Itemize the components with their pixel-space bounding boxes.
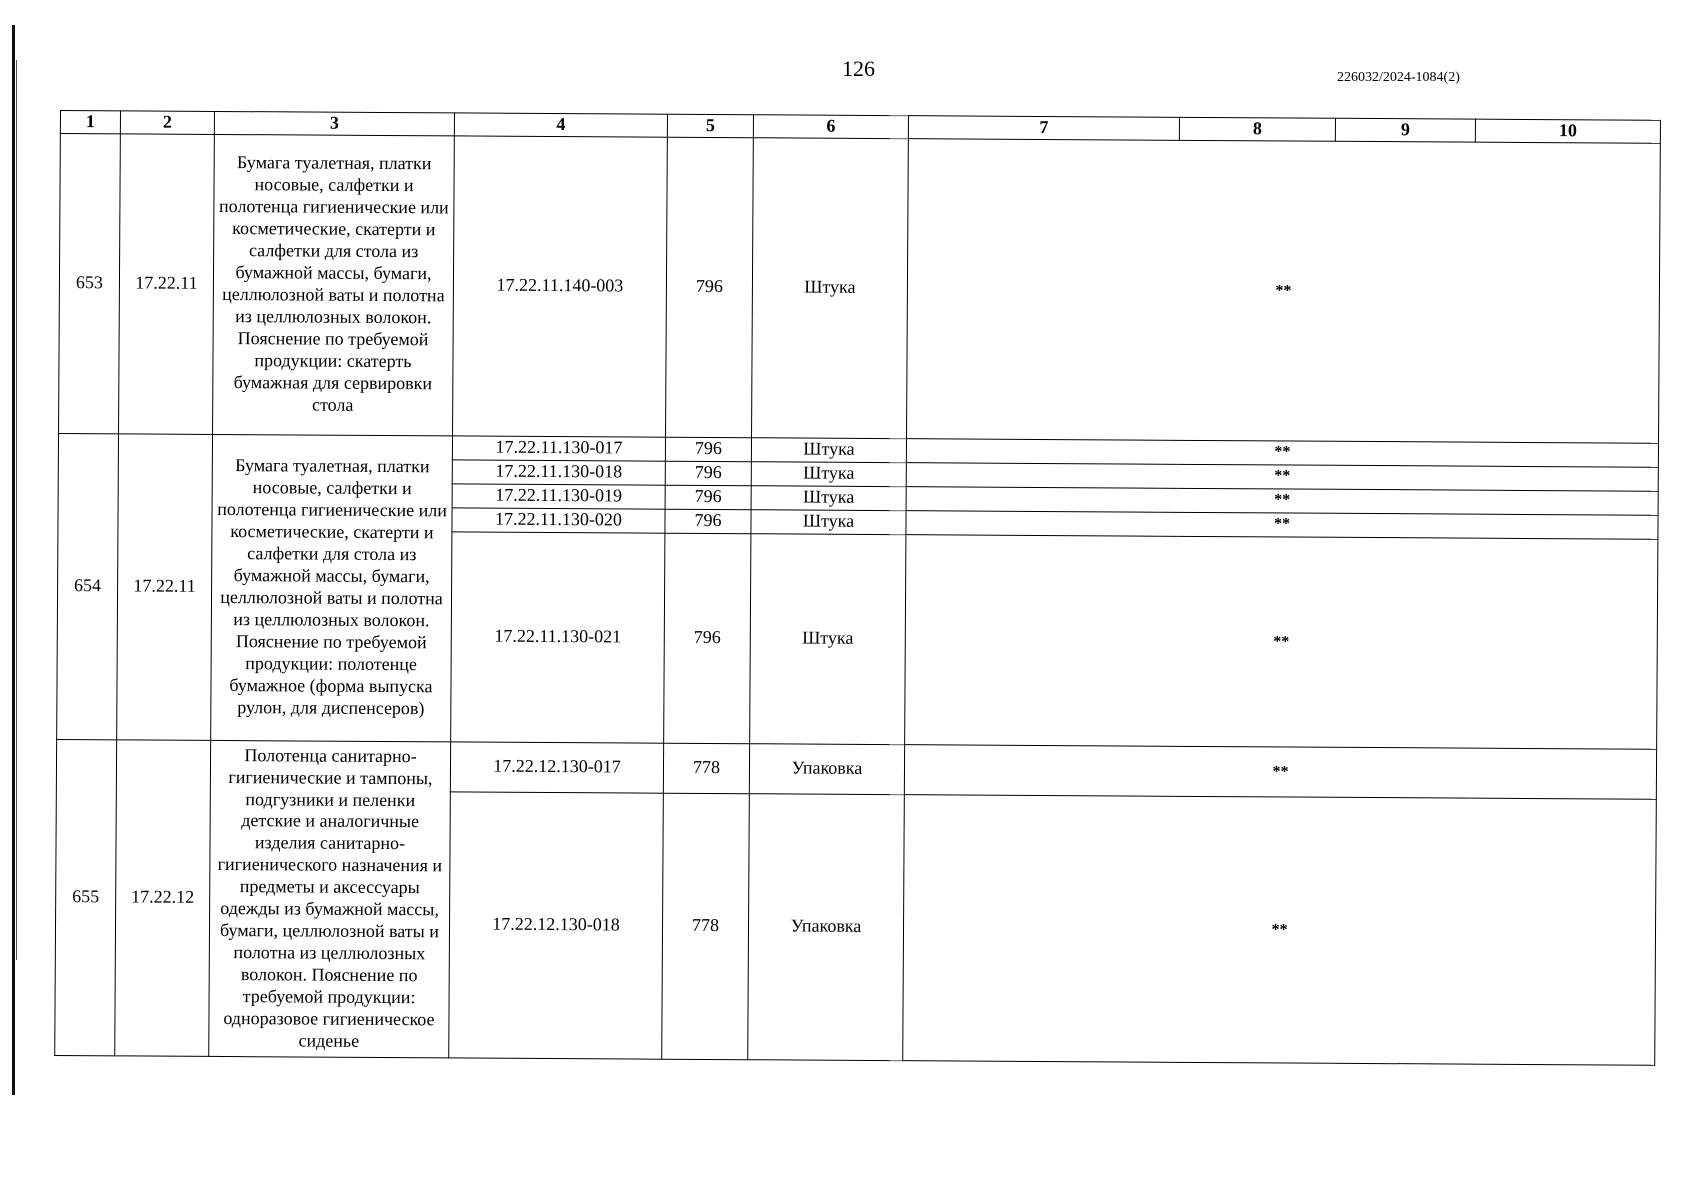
document-id: 226032/2024-1084(2)	[1337, 70, 1460, 85]
procurement-table-wrapper	[54, 110, 1660, 1066]
ktru-code: 17.22.12.130-018	[449, 791, 664, 1059]
item-description: Полотенца санитарно-гигиенические и тампоны, подгузники и пеленки детские и аналогичные изделия санитарно-гигиенического назначения и предметы и аксессуары одежды из бумажной массы, бумаги, целлюлозной ваты и полотна из целлюлозных волокон. Пояснение по требуемой продукции: одноразовое гигиеническое сиденье	[209, 740, 451, 1058]
unit-name: Штука	[750, 533, 906, 744]
merged-note-cell: **	[905, 534, 1658, 749]
unit-name: Штука	[751, 437, 906, 462]
okei-code: 778	[663, 743, 749, 794]
okei-code: 796	[665, 485, 751, 510]
header-col-3: 3	[214, 111, 454, 135]
ktru-code: 17.22.11.140-003	[453, 136, 668, 437]
header-col-6: 6	[753, 115, 908, 139]
unit-name: Штука	[752, 137, 909, 438]
unit-name: Штука	[751, 509, 906, 534]
okei-code: 796	[665, 437, 751, 462]
header-col-7: 7	[908, 116, 1179, 140]
ktru-code: 17.22.11.130-020	[452, 507, 665, 532]
okei-code: 796	[665, 509, 751, 534]
merged-note-cell: **	[903, 794, 1657, 1065]
ktru-code: 17.22.11.130-021	[451, 531, 665, 742]
table-row-653	[59, 133, 1661, 443]
ktru-code: 17.22.12.130-017	[450, 741, 663, 792]
header-col-10: 10	[1475, 119, 1660, 143]
header-col-8: 8	[1179, 117, 1335, 141]
merged-note-cell: **	[904, 744, 1656, 799]
ktru-code: 17.22.11.130-018	[452, 459, 665, 484]
row-number: 653	[59, 133, 121, 433]
merged-note-cell: **	[906, 438, 1658, 467]
header-col-2: 2	[120, 111, 214, 134]
header-col-4: 4	[454, 113, 667, 137]
okei-code: 796	[665, 461, 751, 486]
scan-edge-mark-secondary	[16, 60, 17, 960]
header-col-1: 1	[60, 111, 120, 134]
unit-name: Упаковка	[748, 793, 905, 1060]
procurement-table	[54, 110, 1661, 1066]
merged-note-cell: **	[906, 510, 1658, 539]
header-col-9: 9	[1335, 118, 1475, 141]
page-number: 126	[842, 56, 875, 81]
okei-code: 796	[666, 137, 754, 438]
unit-name: Штука	[751, 461, 906, 486]
ktru-code: 17.22.11.130-017	[452, 435, 665, 460]
ktru-code: 17.22.11.130-019	[452, 483, 665, 508]
item-description: Бумага туалетная, платки носовые, салфетки и полотенца гигиенические или косметические, скатерти и салфетки для стола из бумажной массы, бумаги, целлюлозной ваты и полотна из целлюлозных волокон. Пояснение по требуемой продукции: скатерть бумажная для сервировки стола	[213, 134, 455, 435]
row-number: 655	[55, 739, 117, 1056]
okei-code: 778	[662, 793, 750, 1060]
merged-note-cell: **	[906, 462, 1658, 491]
scan-edge-mark	[12, 25, 15, 1095]
row-number: 654	[57, 433, 119, 739]
merged-note-cell: **	[907, 138, 1661, 443]
merged-note-cell: **	[906, 486, 1658, 515]
okpd-code: 17.22.12	[115, 739, 211, 1056]
unit-name: Штука	[751, 485, 906, 510]
unit-name: Упаковка	[749, 743, 904, 794]
item-description: Бумага туалетная, платки носовые, салфетки и полотенца гигиенические или косметические, скатерти и салфетки для стола из бумажной массы, бумаги, целлюлозной ваты и полотна из целлюлозных волокон. Пояснение по требуемой продукции: полотенце бумажное (форма выпуска рулон, для диспенсеров)	[211, 434, 453, 741]
okpd-code: 17.22.11	[119, 133, 215, 434]
okpd-code: 17.22.11	[117, 433, 213, 740]
header-col-5: 5	[667, 114, 753, 137]
table-row-655	[56, 739, 1656, 799]
okei-code: 796	[664, 533, 751, 744]
